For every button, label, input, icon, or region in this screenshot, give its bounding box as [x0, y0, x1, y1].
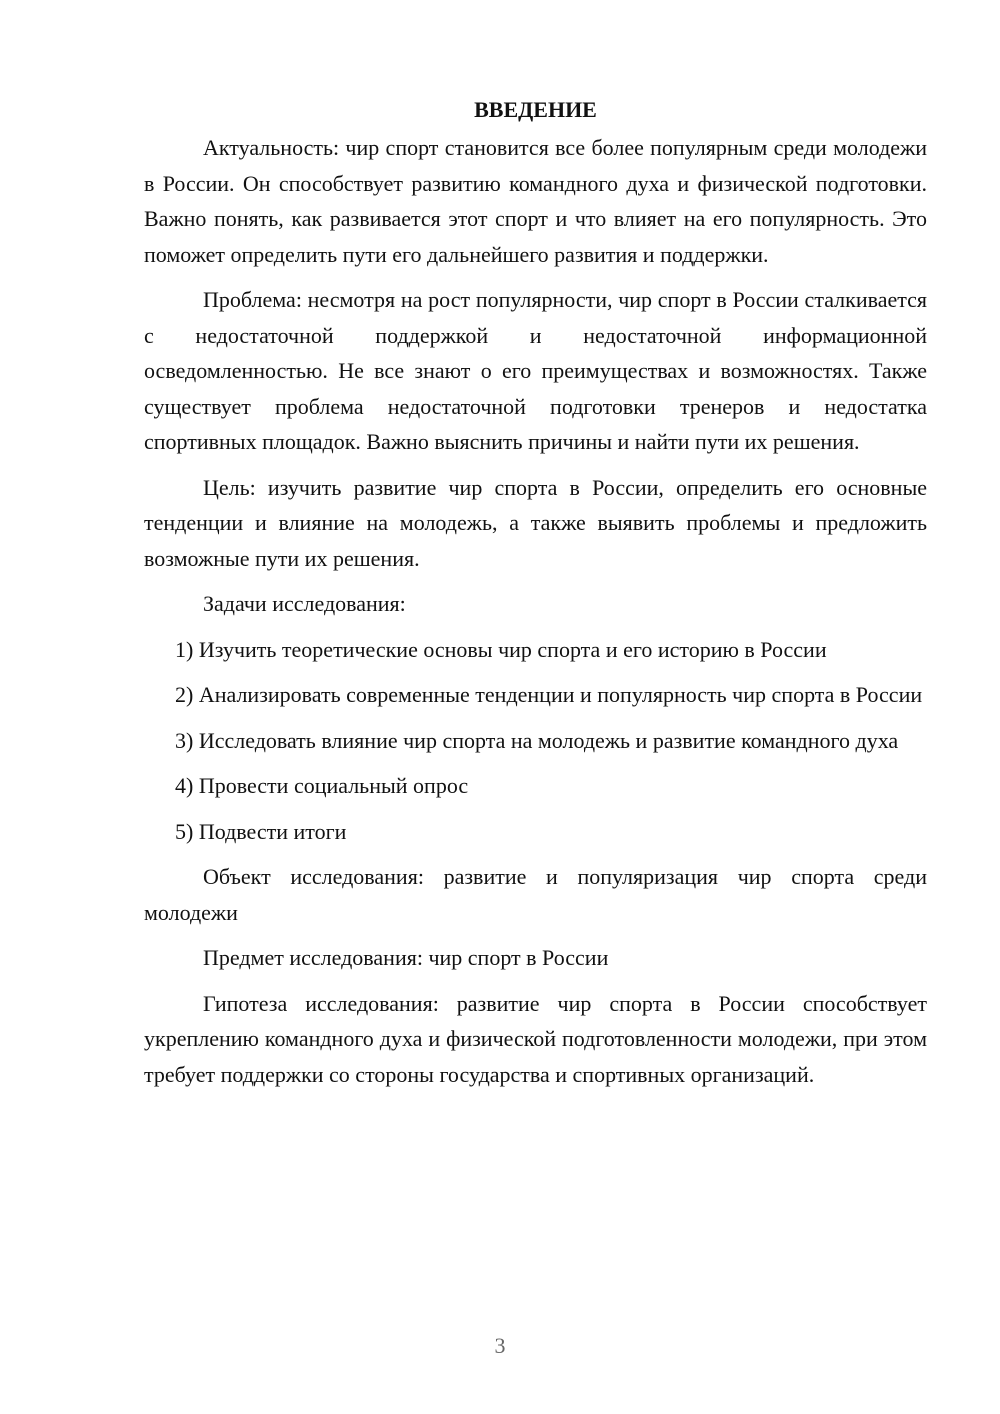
section-heading: ВВЕДЕНИЕ — [474, 97, 597, 122]
relevance-paragraph: Актуальность: чир спорт становится все более популярным среди молодежи в России. Он способствует развитию командного духа и физической подготовки. Важно понять, как развивается этот спорт и что влияет на его популярность. Это поможет определить пути его дальнейшего развития и поддержки. — [144, 135, 927, 267]
task-item-3: 3) Исследовать влияние чир спорта на молодежь и развитие командного духа — [175, 727, 899, 753]
goal-paragraph: Цель: изучить развитие чир спорта в России, определить его основные тенденции и влияние на молодежь, а также выявить проблемы и предложить возможные пути их решения. — [144, 474, 927, 571]
page-number: 3 — [494, 1333, 506, 1358]
tasks-title: Задачи исследования: — [203, 591, 406, 616]
task-item-5: 5) Подвести итоги — [175, 818, 347, 844]
object-paragraph: Объект исследования: развитие и популяризация чир спорта среди молодежи — [144, 864, 927, 925]
task-item-2: 2) Анализировать современные тенденции и популярность чир спорта в России — [175, 682, 923, 707]
hypothesis-paragraph: Гипотеза исследования: развитие чир спорта в России способствует укреплению командного духа и физической подготовленности молодежи, при этом требует поддержки со стороны государства и спортивных организаций. — [144, 990, 927, 1087]
problem-paragraph: Проблема: несмотря на рост популярности, чир спорт в России сталкивается с недостаточной поддержкой и недостаточной информационной осведомленностью. Не все знают о его преимуществах и возможностях. Также существует проблема недостаточной подготовки тренеров и недостатка спортивных площадок. Важно выяснить причины и найти пути их решения. — [144, 287, 927, 454]
document-page — [144, 94, 927, 1102]
task-item-4: 4) Провести социальный опрос — [175, 773, 469, 798]
task-item-1: 1) Изучить теоретические основы чир спорта и его историю в России — [175, 636, 827, 662]
subject-paragraph: Предмет исследования: чир спорт в России — [203, 945, 609, 970]
